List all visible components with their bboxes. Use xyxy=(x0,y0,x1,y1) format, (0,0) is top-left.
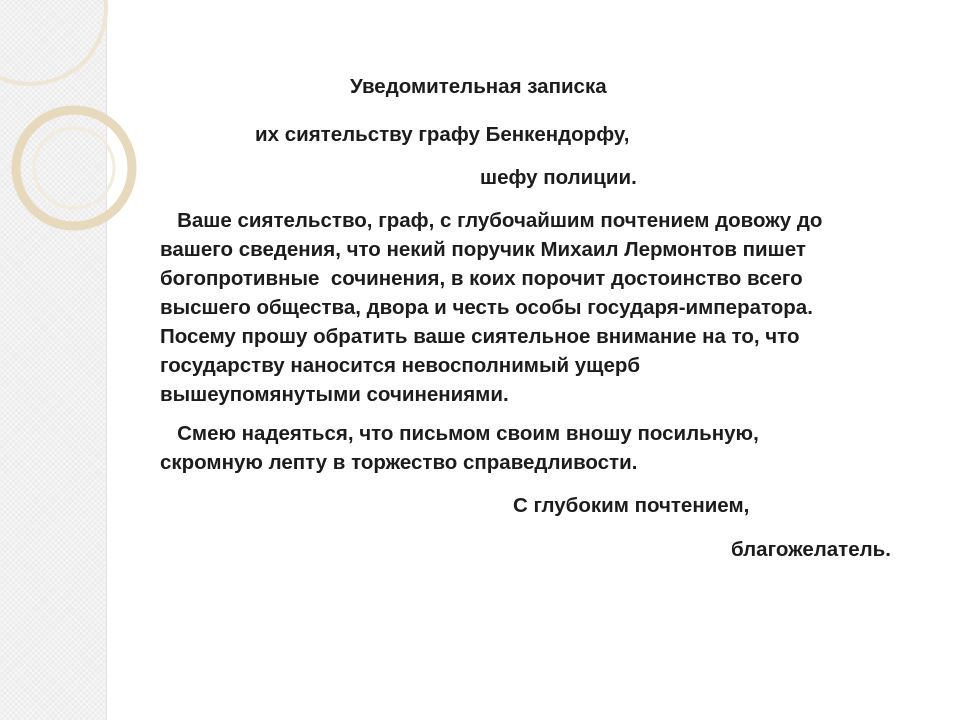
addressee-line-1: их сиятельству графу Бенкендорфу, xyxy=(255,123,630,146)
addressee-line-2: шефу полиции. xyxy=(480,166,637,189)
decorative-rings-icon xyxy=(0,0,140,260)
letter-title: Уведомительная записка xyxy=(350,75,607,98)
paragraph-1: Ваше сиятельство, граф, с глубочайшим почтением довожу до вашего сведения, что некий поручик Михаил Лермонтов пишет богопротивные сочинения, в коих порочит достоинство всего высшего общества, двора и честь особы государя-императора. Посему прошу обратить ваше сиятельное внимание на то, что государству наносится невосполнимый ущерб вышеупомянутыми сочинениями. xyxy=(160,209,823,406)
signature-line: благожелатель. xyxy=(731,538,891,561)
closing-line: С глубоким почтением, xyxy=(513,494,750,517)
ring-bottom-inner xyxy=(34,128,114,208)
ring-top xyxy=(0,0,106,84)
paragraph-2: Смею надеяться, что письмом своим вношу посильную, скромную лепту в торжество справедливости. xyxy=(160,422,759,474)
